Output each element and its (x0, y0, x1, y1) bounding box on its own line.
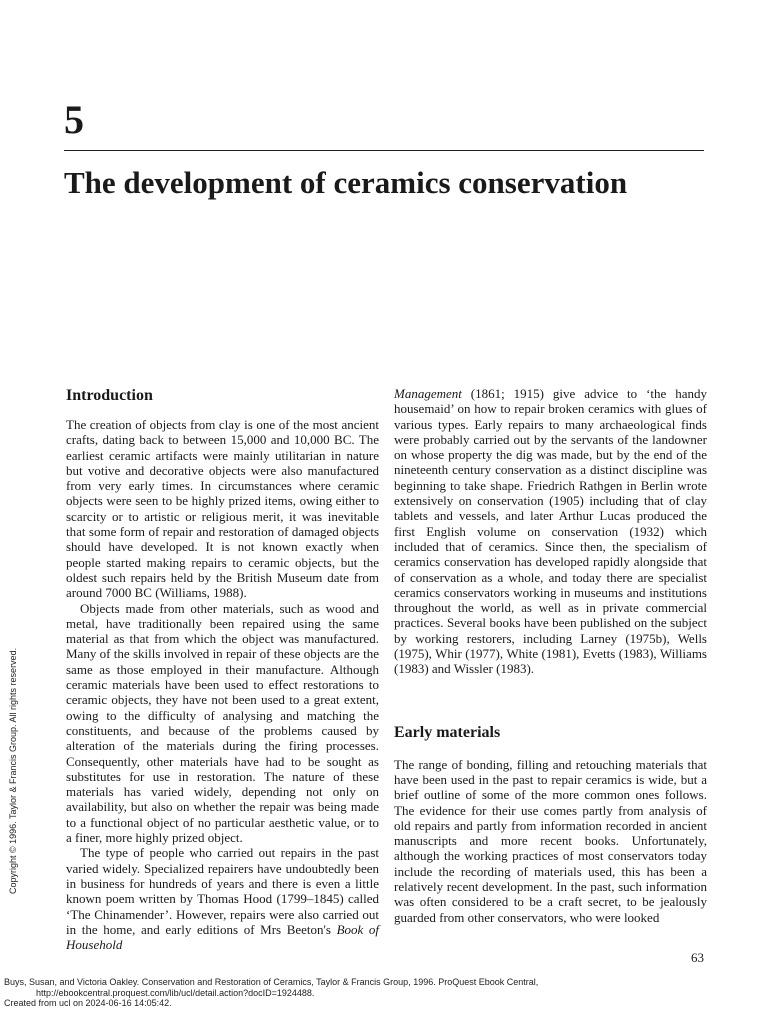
paragraph-3-continued (394, 386, 707, 677)
left-column (66, 386, 379, 952)
chapter-number: 5 (64, 97, 84, 142)
section-heading-early-materials: Early materials (394, 723, 501, 741)
paragraph-3-continued-text: (1861; 1915) give advice to ‘the handy housemaid’ on how to repair broken ceramics with glues of various types. Early repairs to many archaeological finds were probably carried out by the servants of the landowner on whose property the dig was made, but by the end of the nineteenth century conservation as a distinct discipline was beginning to take shape. Friedrich Rathgen in Berlin wrote extensively on conservation (1905) including that of clay tablets and vessels, and later Arthur Lucas produced the first English volume on conservation (1932) which included that of ceramics. Since then, the specialism of ceramics conservation has developed rapidly alongside that of conservation as a whole, and today there are specialist ceramics conservators working in museums and institutions throughout the world, as well as in private commercial practices. Several books have been published on the subject by working restorers, including Larney (1975b), Wells (1975), Whir (1977), White (1981), Evetts (1983), Williams (1983) and Wissler (1983). (394, 386, 707, 677)
paragraph-3 (66, 845, 379, 952)
chapter-rule (64, 150, 704, 151)
paragraph-3-text: The type of people who carried out repairs in the past varied widely. Specialized repairers have undoubtedly been in business for hundreds of years and there is even a little known poem written by Thomas Hood (1799–1845) called ‘The Chinamender’. However, repairs were also carried out in the home, and early editions of Mrs Beeton's (66, 845, 379, 937)
book-title-part1: Book of Household (66, 921, 379, 953)
page-number: 63 (691, 950, 704, 965)
footer-line-1: Buys, Susan, and Victoria Oakley. Conservation and Restoration of Ceramics, Taylor & Francis Group, 1996. ProQuest Ebook Central, (4, 977, 539, 987)
copyright-side-note: Copyright © 1996. Taylor & Francis Group. All rights reserved. (8, 647, 18, 894)
citation-footer (4, 977, 744, 1009)
paragraph-early-materials: The range of bonding, filling and retouching materials that have been used in the past to repair ceramics is wide, but a brief outline of some of the more common ones follows. The evidence for their use comes partly from analysis of old repairs and partly from information recorded in ancient manuscripts and more recent books. Unfortunately, although the working practices of most conservators today include the recording of materials used, this has been a relatively recent development. In the past, such information was often considered to be a craft secret, to be jealously guarded from other conservators, who were looked (394, 756, 707, 925)
chapter-title: The development of ceramics conservation (64, 165, 628, 200)
section-heading-introduction: Introduction (66, 387, 153, 404)
right-column (394, 386, 707, 925)
book-title-part2: Management (394, 386, 462, 401)
paragraph-1: The creation of objects from clay is one of the most ancient crafts, dating back to between 15,000 and 10,000 BC. The earliest ceramic artifacts were mainly utilitarian in nature but votive and decorative objects were also manufactured from very early times. In circumstances where ceramic objects were seen to be highly prized items, owing either to scarcity or to artistic or religious merit, it was inevitable that some form of repair and restoration of damaged objects should have developed. It is not known exactly when people started making repairs to ceramic objects, but the oldest such repairs held by the British Museum date from around 7000 BC (Williams, 1988). (66, 417, 379, 601)
footer-line-2: http://ebookcentral.proquest.com/lib/ucl/detail.action?docID=1924488. (36, 987, 315, 998)
paragraph-2: Objects made from other materials, such as wood and metal, have traditionally been repaired using the same material as that from which the object was manufactured. Many of the skills involved in repair of these objects are the same as those employed in their manufacture. Although ceramic materials have been used to effect restorations to ceramic objects, they have not been used to a great extent, owing to the difficulty of analysing and matching the constituents, and because of the problems caused by alteration of the materials during the firing processes. Consequently, other materials have had to be sought as substitutes for use in restoration. The nature of these materials has varied widely, depending not only on availability, but also on whether the repair was being made to a functional object of no particular aesthetic value, or to a finer, more highly prized object. (66, 600, 379, 846)
footer-line-3: Created from ucl on 2024-06-16 14:05:42. (4, 998, 172, 1008)
